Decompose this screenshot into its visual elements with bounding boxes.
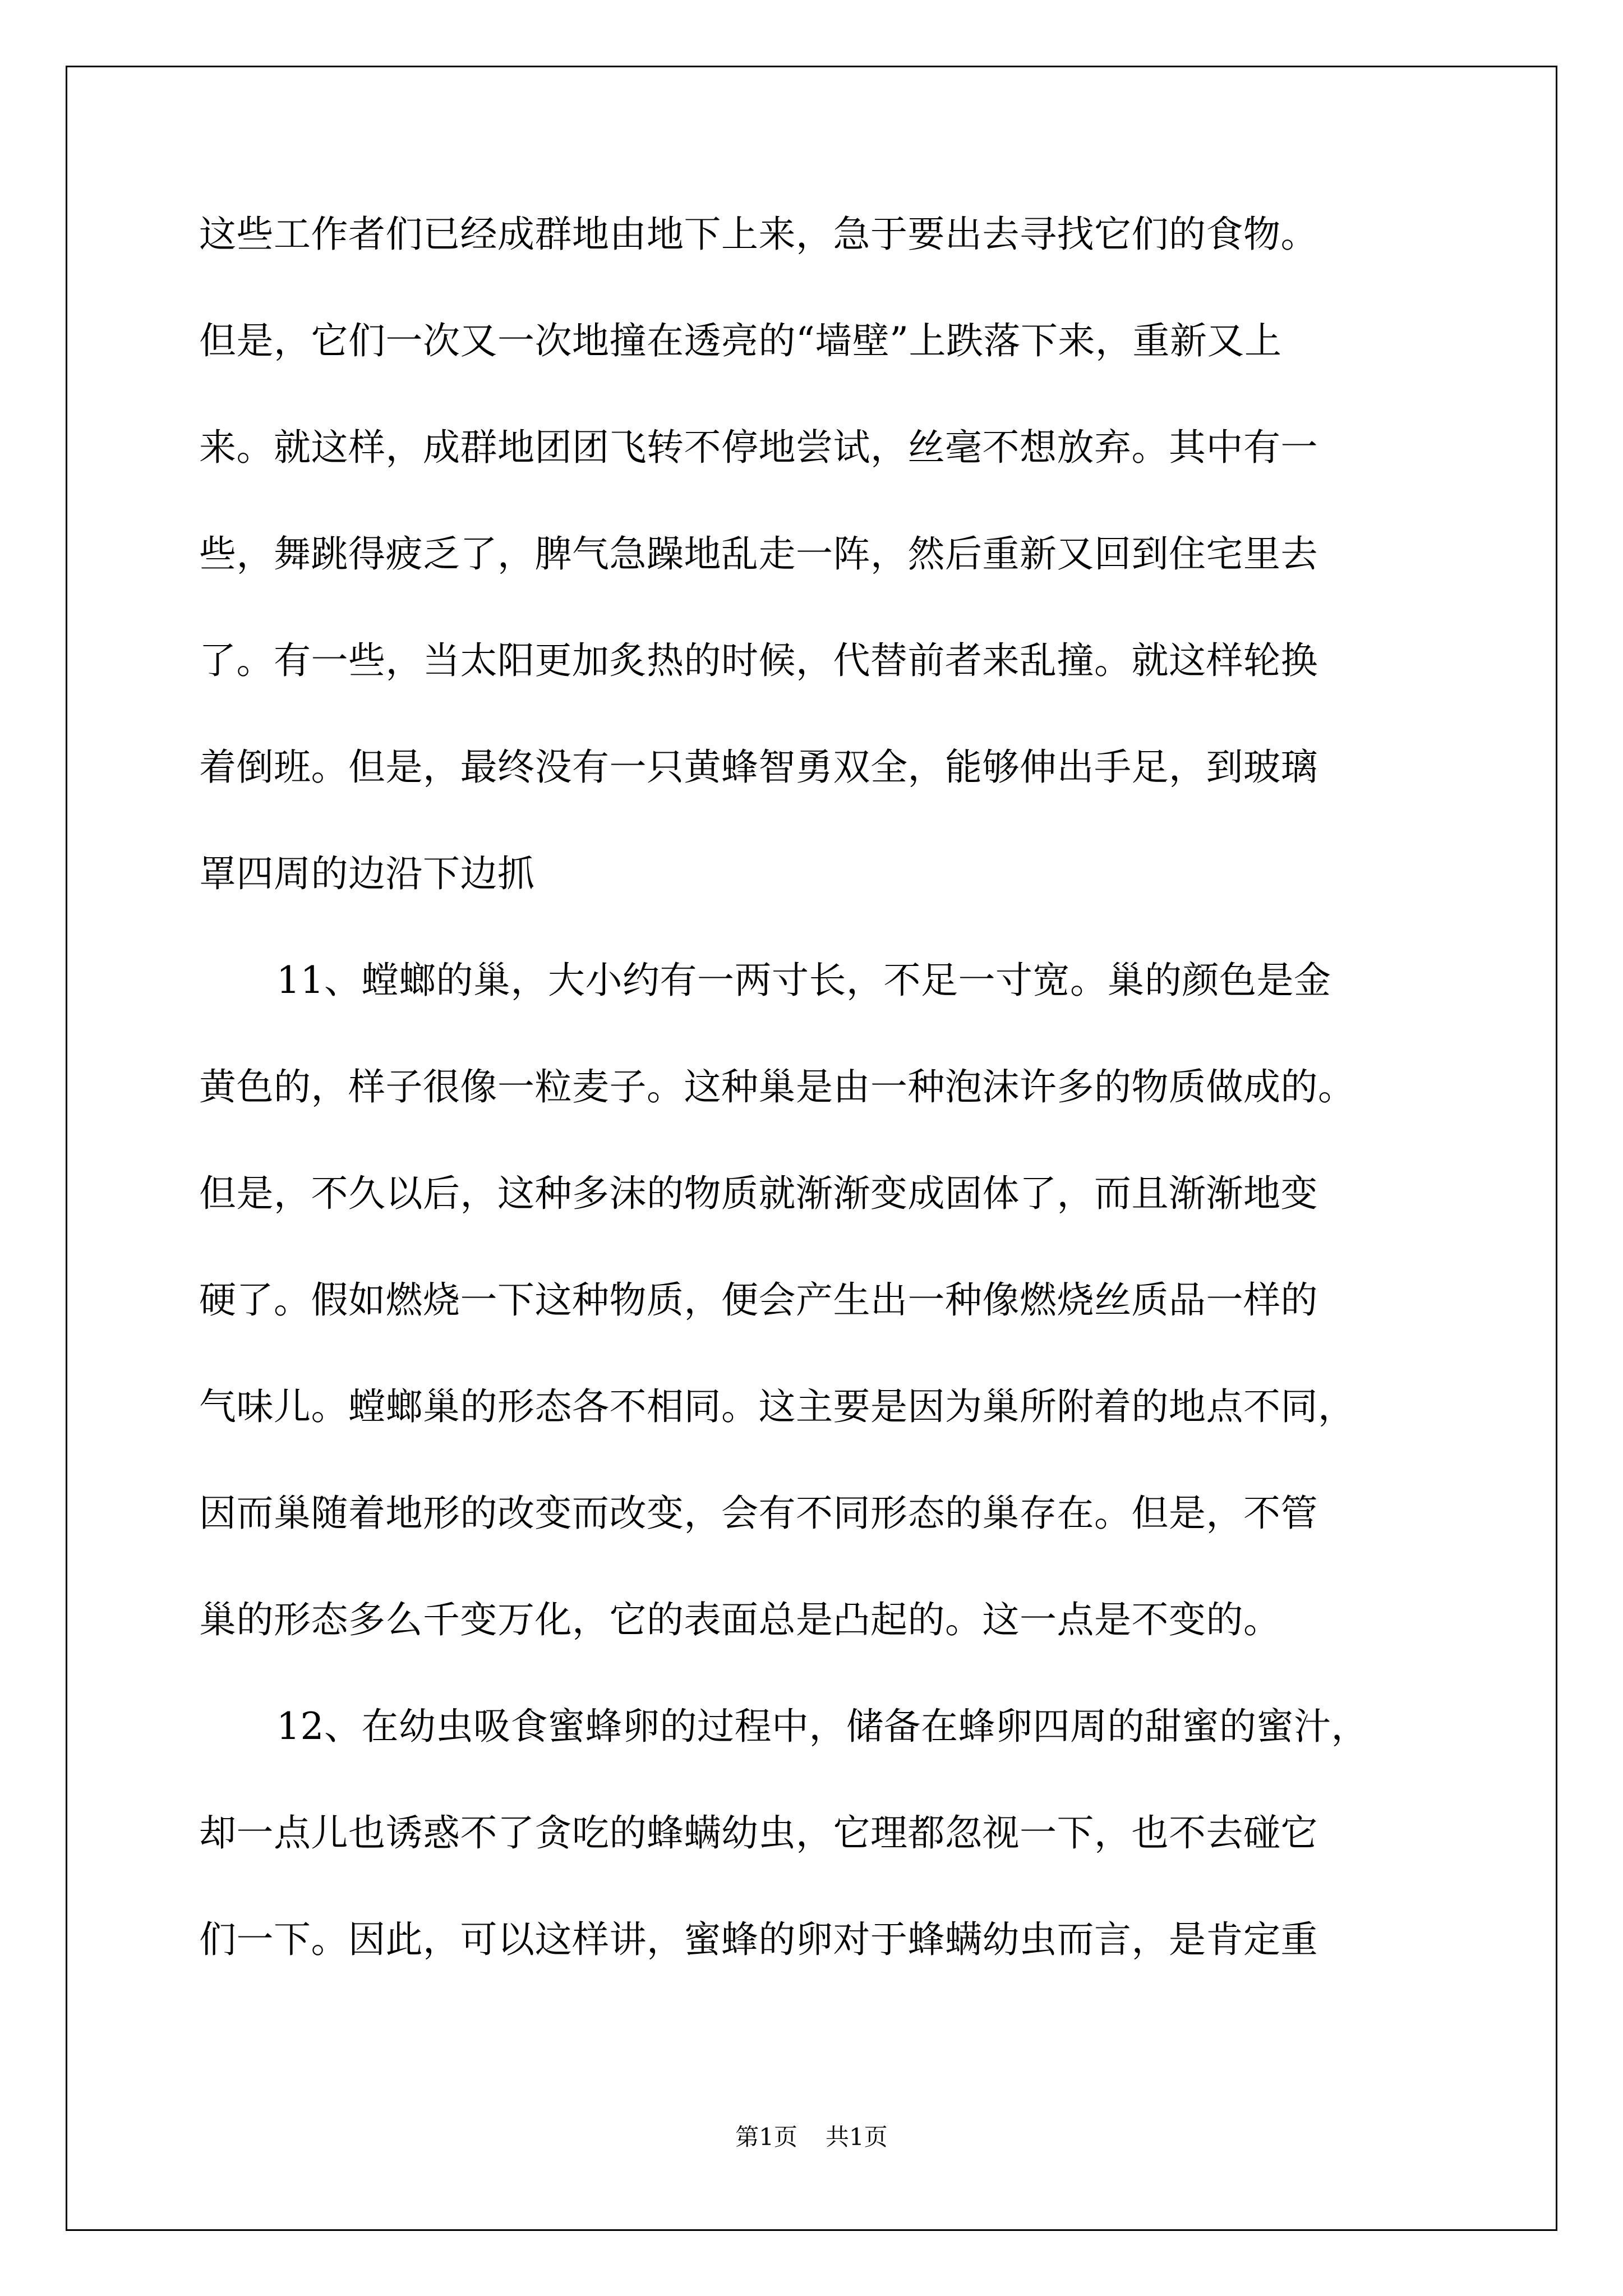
- text-line: 黄色的，样子很像一粒麦子。这种巢是由一种泡沫许多的物质做成的。: [199, 1065, 1355, 1108]
- text-line: 这些工作者们已经成群地由地下上来，急于要出去寻找它们的食物。: [199, 213, 1318, 256]
- text-line: 巢的形态多么千变万化，它的表面总是凸起的。这一点是不变的。: [199, 1598, 1281, 1641]
- text-line: 但是，不久以后，这种多沫的物质就渐渐变成固体了，而且渐渐地变: [199, 1172, 1318, 1215]
- text-line: 来。就这样，成群地团团飞转不停地尝试，丝毫不想放弃。其中有一: [199, 426, 1318, 469]
- text-line: 但是，它们一次又一次地撞在透亮的“墙壁”上跌落下来，重新又上: [199, 319, 1282, 362]
- paragraph-start-line: 12、在幼虫吸食蜜蜂卵的过程中，储备在蜂卵四周的甜蜜的蜜汁，: [276, 1705, 1368, 1748]
- page-number: 第1页: [735, 2123, 797, 2151]
- text-line: 因而巢随着地形的改变而改变，会有不同形态的巢存在。但是，不管: [199, 1492, 1318, 1535]
- text-line: 硬了。假如燃烧一下这种物质，便会产生出一种像燃烧丝质品一样的: [199, 1278, 1318, 1322]
- paragraph-start-line: 11、螳螂的巢，大小约有一两寸长，不足一寸宽。巢的颜色是金: [276, 959, 1331, 1002]
- page-footer: [0, 2123, 1623, 2151]
- document-body: [199, 206, 1422, 2018]
- text-line: 些，舞跳得疲乏了，脾气急躁地乱走一阵，然后重新又回到住宅里去: [199, 532, 1318, 576]
- text-line: 着倒班。但是，最终没有一只黄蜂智勇双全，能够伸出手足，到玻璃: [199, 746, 1318, 789]
- text-line: 气味儿。螳螂巢的形态各不相同。这主要是因为巢所附着的地点不同，: [199, 1385, 1355, 1428]
- text-line: 们一下。因此，可以这样讲，蜜蜂的卵对于蜂螨幼虫而言，是肯定重: [199, 1918, 1318, 1961]
- page-total: 共1页: [826, 2123, 888, 2151]
- text-line: 了。有一些，当太阳更加炙热的时候，代替前者来乱撞。就这样轮换: [199, 639, 1318, 682]
- text-line: 罩四周的边沿下边抓: [199, 852, 535, 895]
- text-line: 却一点儿也诱惑不了贪吃的蜂螨幼虫，它理都忽视一下，也不去碰它: [199, 1811, 1318, 1855]
